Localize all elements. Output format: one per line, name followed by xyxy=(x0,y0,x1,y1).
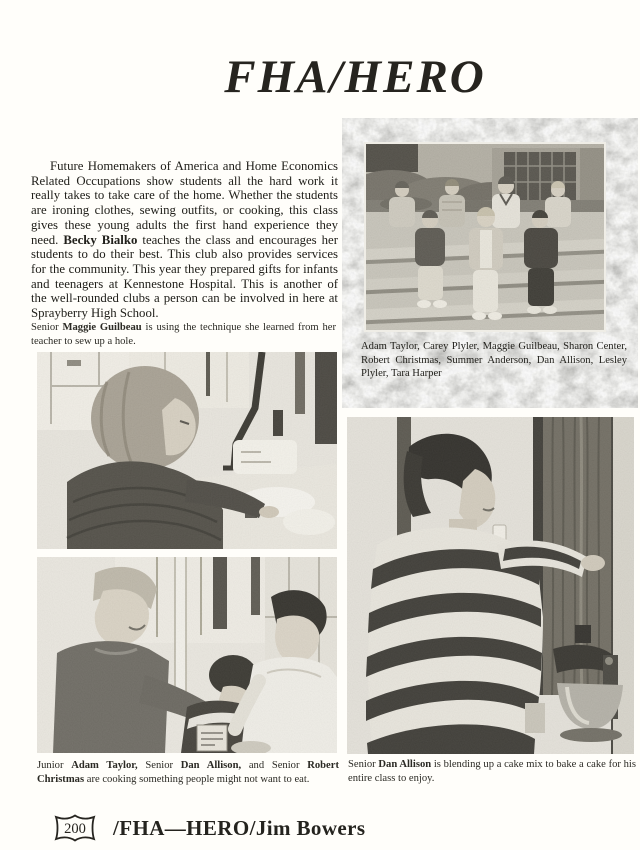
intro-paragraph xyxy=(31,159,338,321)
group-photo-panel xyxy=(342,118,638,408)
photo-blending-art xyxy=(347,417,634,754)
photo-group xyxy=(364,142,606,332)
caption-group: Adam Taylor, Carey Plyler, Maggie Guilbeau, Sharon Center, Robert Christmas, Summer Anderson, Dan Allison, Lesley Plyler, Tara Harper xyxy=(361,341,627,380)
photo-sewing xyxy=(37,352,337,549)
page-number: 200 xyxy=(64,821,86,837)
caption-sewing-text2: is using the technique she learned from her teacher to sew up a hole. xyxy=(31,322,337,347)
caption-blending: Senior Dan Allison is blending up a cake mix to bake a cake for his entire class to enjoy. xyxy=(348,759,636,784)
caption-sewing-text: Senior xyxy=(31,322,63,333)
photo-group-art xyxy=(366,144,604,330)
page-footer xyxy=(52,810,365,846)
caption-cooking: Junior Adam Taylor, Senior Dan Allison, and Senior Robert Christmas are cooking something people might not want to eat. xyxy=(37,760,339,785)
photo-cooking xyxy=(37,557,337,753)
intro-rest: teaches the class and encourages her students to do their best. This club also provides services for the community. This year they prepared gifts for infants and teenagers at Kennestone Hospital. This is another of the well-rounded clubs a person can be involved in here at Sprayberry High School. xyxy=(31,232,339,321)
caption-sewing xyxy=(31,321,336,348)
page-number-badge xyxy=(52,812,98,844)
intro-lead: Future Homemakers of America and Home Economics Related Occupations show students all the hard work it really takes to take care of the home. Whether the students are ironing clothes, sewing outfits, or cooking, this class gives these young adults the first hand experience they need. xyxy=(31,159,338,247)
photo-blending xyxy=(347,417,634,754)
page-title: FHA/HERO xyxy=(224,51,486,103)
photo-sewing-art xyxy=(37,352,337,549)
footer-title: /FHA—HERO/Jim Bowers xyxy=(113,815,366,840)
caption-sewing-name: Maggie Guilbeau xyxy=(62,322,142,333)
teacher-name: Becky Bialko xyxy=(63,232,138,247)
photo-cooking-art xyxy=(37,557,337,753)
